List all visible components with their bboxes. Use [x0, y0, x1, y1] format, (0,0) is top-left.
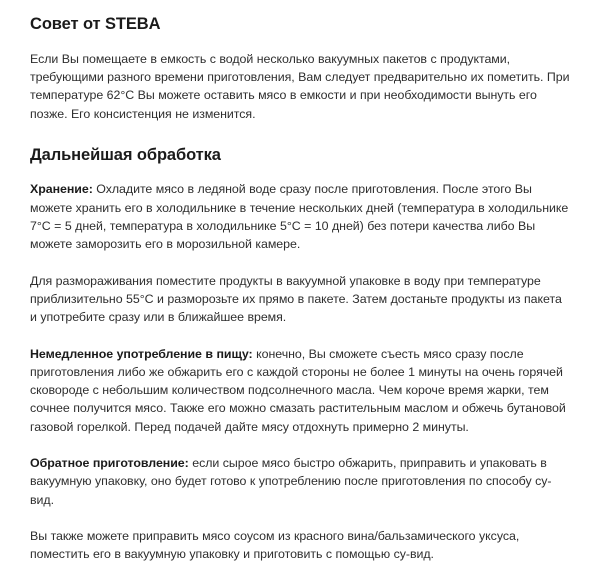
- paragraph-sauce-note: Вы также можете приправить мясо соусом из красного вина/бальзамического уксуса, поместить его в вакуумную упаковку и приготовить с помощью су-вид.: [30, 528, 520, 562]
- label-immediate-consumption: Немедленное употребление в пищу:: [30, 346, 253, 361]
- label-storage: Хранение:: [30, 182, 93, 197]
- text-reverse-cooking: если сырое мясо быстро обжарить, приправить и упаковать в вакуумную упаковку, оно будет готово к употреблению после приготовления по способу су-вид.: [30, 456, 552, 507]
- paragraph-defrosting: Для размораживания поместите продукты в вакуумной упаковке в воду при температуре приблизительно 55°C и разморозьте их прямо в пакете. Затем достаньте продукты из пакета и употребите сразу или в ближайшее время.: [30, 273, 562, 325]
- paragraph-immediate-consumption: [30, 345, 571, 436]
- label-reverse-cooking: Обратное приготовление:: [30, 456, 189, 470]
- text-storage: Охладите мясо в ледяной воде сразу после приготовления. После этого Вы можете хранить его в холодильнике в течение нескольких дней (температура в холодильнике 7°C = 5 дней, температура в холодильнике 5°C = 10 дней) без потери качества либо Вы можете заморозить его в морозильной камере.: [30, 182, 569, 252]
- heading-further-processing: Дальнейшая обработка: [30, 145, 221, 164]
- heading-tip-from-steba: Совет от STEBA: [30, 15, 161, 33]
- paragraph-reverse-cooking: [30, 454, 571, 509]
- text-immediate-consumption: конечно, Вы сможете съесть мясо сразу после приготовления либо же обжарить его с каждой стороны не более 1 минуты на очень горячей сковороде с небольшим количеством подсолнечного масла. Чем короче время жарки, тем сочнее получится мясо. Также его можно смазать растительным маслом и обжечь бутановой газовой горелкой. Перед подачей дайте мясу отдохнуть примерно 2 минуты.: [30, 346, 566, 434]
- paragraph-storage: [30, 180, 571, 253]
- document-content: [30, 14, 571, 563]
- paragraph-tip-body: Если Вы помещаете в емкость с водой несколько вакуумных пакетов с продуктами, требующими разного времени приготовления, Вам следует предварительно их пометить. При температуре 62°C Вы можете оставить мясо в емкости и при необходимости вынуть его позже. Его консистенция не изменится.: [30, 51, 570, 121]
